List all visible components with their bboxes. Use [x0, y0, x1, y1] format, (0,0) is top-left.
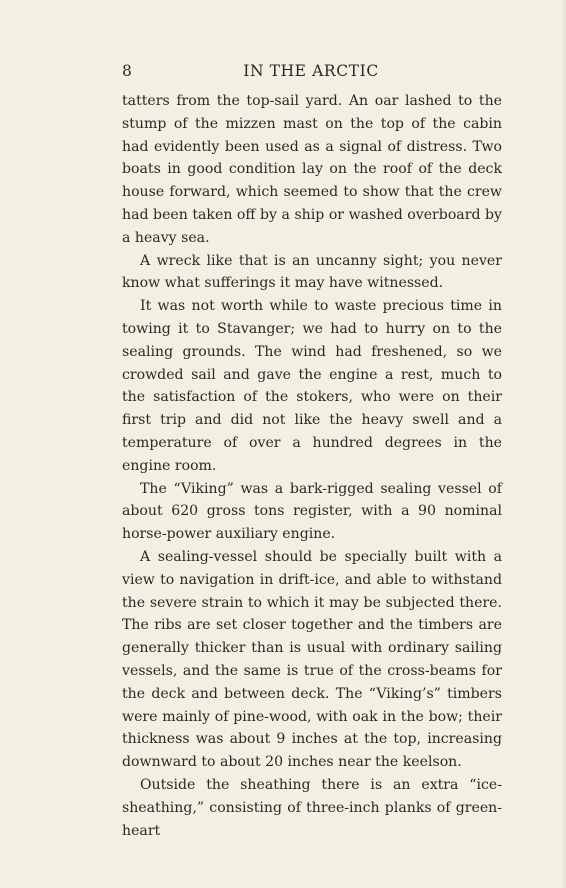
page-edge-shadow [561, 0, 566, 888]
page-number: 8 [122, 62, 133, 80]
running-title: IN THE ARCTIC [243, 62, 379, 80]
paragraph: A sealing-vessel should be specially built with a view to navigation in drift-ice, and able to withstand the severe strain to which it may be subjected there. The ribs are set closer together and the timbers are generally thicker than is usual with ordinary sailing vessels, and the same is true of the cross-beams for the deck and between deck. The “Viking’s” timbers were mainly of pine-wood, with oak in the bow; their thickness was about 9 inches at the top, increasing downward to about 20 inches near the keelson. [122, 548, 502, 771]
page-header [122, 58, 500, 84]
paragraph: The “Viking” was a bark-rigged sealing vessel of about 620 gross tons register, with a 90 nominal horse-power auxiliary engine. [122, 480, 502, 543]
paragraph: A wreck like that is an uncanny sight; you never know what sufferings it may have witnessed. [122, 252, 502, 292]
paragraph: tatters from the top-sail yard. An oar lashed to the stump of the mizzen mast on the top of the cabin had evidently been used as a signal of distress. Two boats in good condition lay on the roof of the deck house forward, which seemed to show that the crew had been taken off by a ship or washed overboard by a heavy sea. [122, 93, 502, 246]
paragraph: Outside the sheathing there is an extra “ice-sheathing,” consisting of three-inch planks of green-heart [122, 776, 502, 839]
paragraph: It was not worth while to waste precious time in towing it to Stavanger; we had to hurry on to the sealing grounds. The wind had freshened, so we crowded sail and gave the engine a rest, much to the satisfaction of the stokers, who were on their first trip and did not like the heavy swell and a temperature of over a hundred degrees in the engine room. [122, 298, 502, 474]
body-text [122, 90, 502, 842]
